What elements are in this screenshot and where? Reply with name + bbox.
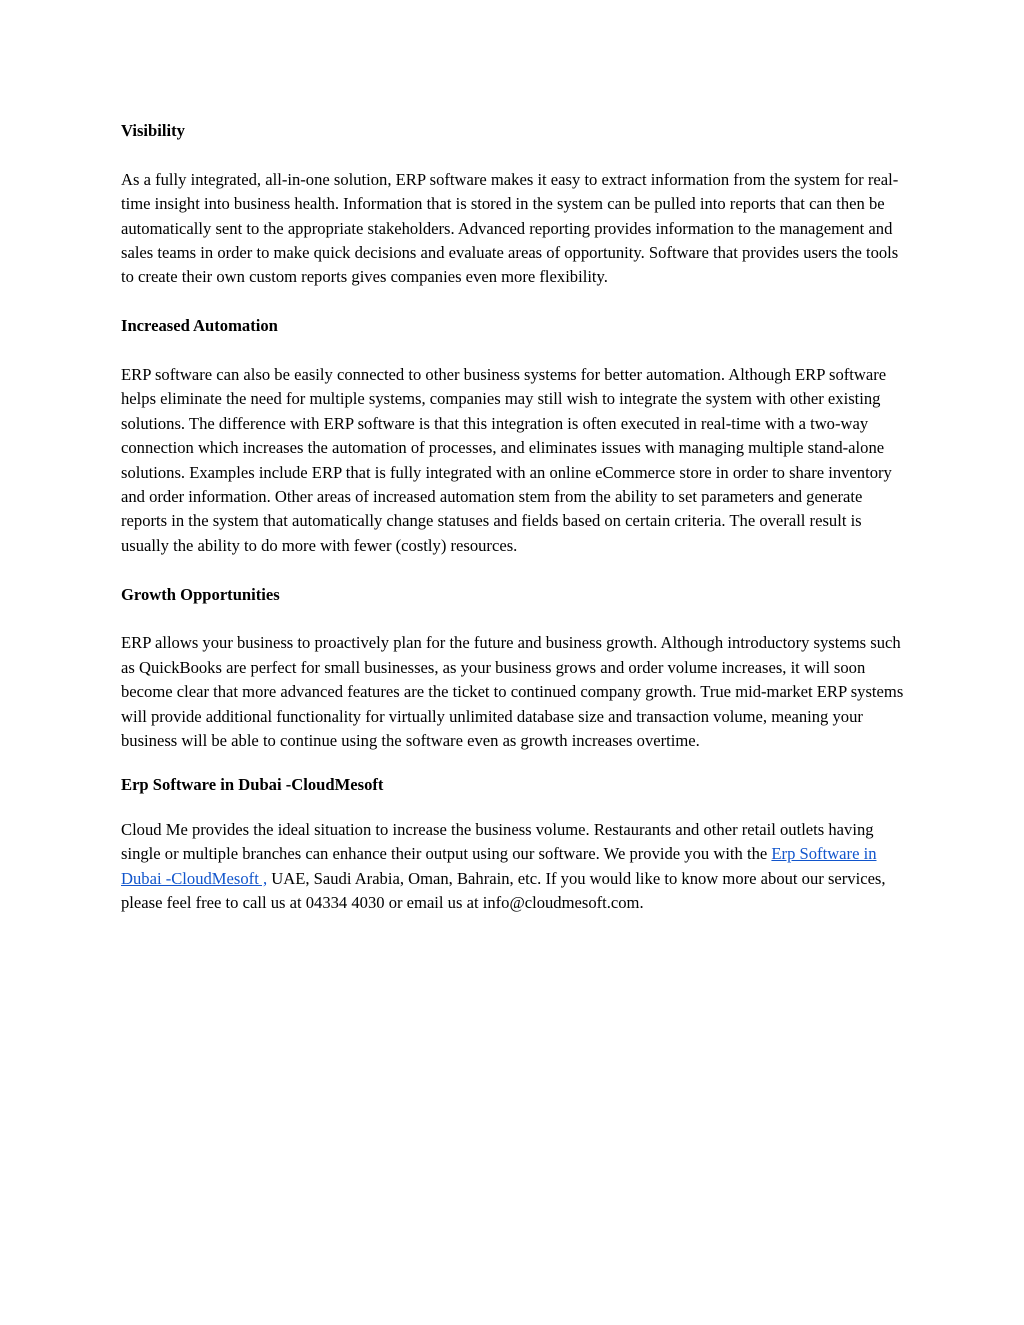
- heading-growth-opportunities: Growth Opportunities: [121, 584, 280, 604]
- heading-erp-software-dubai: Erp Software in Dubai -CloudMesoft: [121, 775, 384, 795]
- paragraph-text-before-link: Cloud Me provides the ideal situation to increase the business volume. Restaurants and other retail outlets having single or multiple branches can enhance their output using our software. We provide you with the: [121, 819, 874, 864]
- erp-software-dubai-link[interactable]: Erp Software in Dubai -CloudMesoft ,: [121, 844, 877, 888]
- heading-increased-automation: Increased Automation: [121, 316, 278, 336]
- paragraph-text-after-link: UAE, Saudi Arabia, Oman, Bahrain, etc. If you would like to know more about our services, please feel free to call us at 04334 4030 or email us at info@cloudmesoft.com.: [121, 868, 886, 913]
- heading-visibility: Visibility: [121, 121, 185, 140]
- paragraph-visibility: As a fully integrated, all-in-one solution, ERP software makes it easy to extract information from the system for real-time insight into business health. Information that is stored in the system can be pulled into reports that can then be automatically sent to the appropriate stakeholders. Advanced reporting provides information to the management and sales teams in order to make quick decisions and evaluate areas of opportunity. Software that provides users the tools to create their own custom reports gives companies even more flexibility.: [121, 169, 899, 287]
- paragraph-growth-opportunities: ERP allows your business to proactively plan for the future and business growth. Although introductory systems such as QuickBooks are perfect for small businesses, as your business grows and order volume increases, it will soon become clear that more advanced features are the ticket to continued company growth. True mid-market ERP systems will provide additional functionality for virtually unlimited database size and transaction volume, meaning your business will be able to continue using the software even as growth increases overtime.: [121, 633, 904, 751]
- document-body: [121, 119, 911, 916]
- paragraph-erp-software-dubai: [121, 818, 911, 916]
- paragraph-increased-automation: ERP software can also be easily connected to other business systems for better automation. Although ERP software helps eliminate the need for multiple systems, companies may still wish to integrate the system with other existing solutions. The difference with ERP software is that this integration is often executed in real-time with a two-way connection which increases the automation of processes, and eliminates issues with managing multiple stand-alone solutions. Examples include ERP that is fully integrated with an online eCommerce store in order to share inventory and order information. Other areas of increased automation stem from the ability to set parameters and generate reports in the system that automatically change statuses and fields based on certain criteria. The overall result is usually the ability to do more with fewer (costly) resources.: [121, 365, 892, 555]
